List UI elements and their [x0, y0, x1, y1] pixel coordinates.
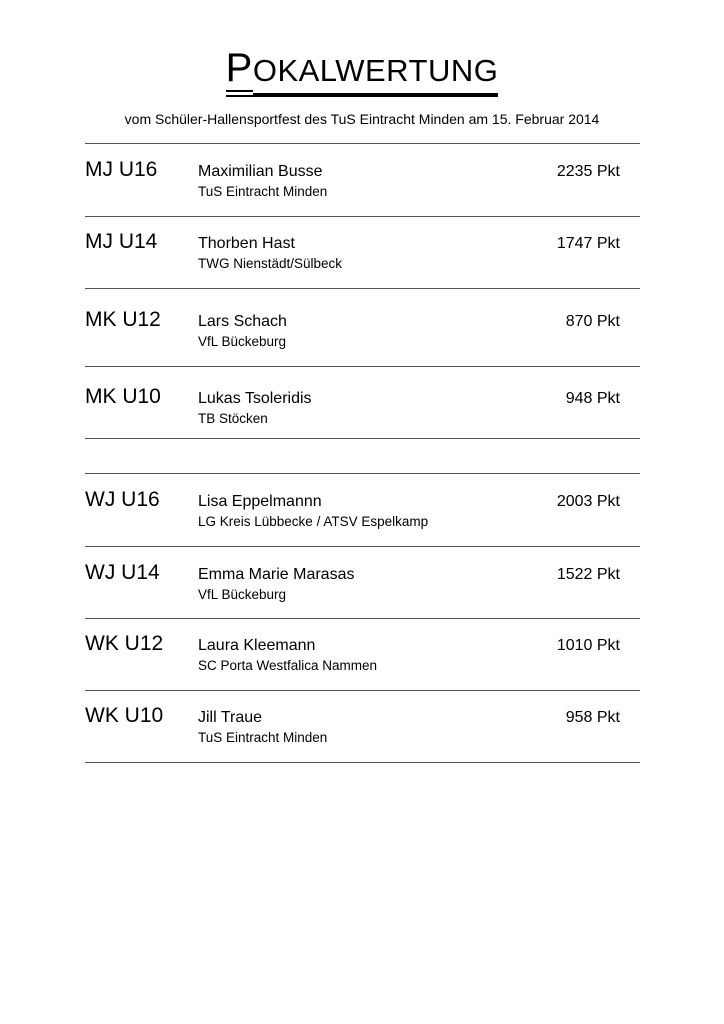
- points-value: 1010 Pkt: [556, 637, 620, 654]
- category-label: MK U10: [85, 385, 161, 408]
- club-name: TuS Eintracht Minden: [198, 184, 328, 199]
- list-item: [85, 158, 640, 230]
- category-label: MJ U14: [85, 230, 158, 253]
- list-item: [85, 704, 640, 776]
- page-title: [0, 44, 724, 97]
- points-value: 2003 Pkt: [556, 493, 620, 510]
- points-value: 2235 Pkt: [556, 163, 620, 180]
- points-value: 948 Pkt: [565, 390, 620, 407]
- points-value: 958 Pkt: [565, 709, 620, 726]
- club-name: SC Porta Westfalica Nammen: [198, 658, 378, 673]
- category-label: MK U12: [85, 308, 161, 331]
- club-name: LG Kreis Lübbecke / ATSV Espelkamp: [198, 514, 429, 529]
- athlete-name: Lukas Tsoleridis: [198, 390, 312, 407]
- athlete-name: Lars Schach: [198, 313, 287, 330]
- divider-section-start: [85, 473, 640, 474]
- athlete-name: Maximilian Busse: [198, 163, 323, 180]
- category-label: WK U10: [85, 704, 164, 727]
- divider-top: [85, 143, 640, 144]
- club-name: TuS Eintracht Minden: [198, 730, 328, 745]
- category-label: WK U12: [85, 632, 164, 655]
- athlete-name: Thorben Hast: [198, 235, 295, 252]
- athlete-name: Laura Kleemann: [198, 637, 316, 654]
- athlete-name: Lisa Eppelmannn: [198, 493, 322, 510]
- club-name: VfL Bückeburg: [198, 587, 287, 602]
- athlete-name: Emma Marie Marasas: [198, 566, 355, 583]
- athlete-name: Jill Traue: [198, 709, 263, 726]
- club-name: VfL Bückeburg: [198, 334, 287, 349]
- list-item: [85, 488, 640, 560]
- list-item: [85, 561, 640, 633]
- category-label: MJ U16: [85, 158, 158, 181]
- club-name: TWG Nienstädt/Sülbeck: [198, 256, 343, 271]
- page-title-underlined: [226, 46, 499, 97]
- points-value: 870 Pkt: [565, 313, 620, 330]
- list-item: [85, 308, 640, 380]
- page-subtitle: vom Schüler-Hallensportfest des TuS Eintracht Minden am 15. Februar 2014: [124, 111, 600, 127]
- list-item: [85, 385, 640, 457]
- club-name: TB Stöcken: [198, 411, 268, 426]
- list-item: [85, 230, 640, 302]
- points-value: 1522 Pkt: [556, 566, 620, 583]
- page-title-initial: P: [225, 46, 253, 90]
- points-value: 1747 Pkt: [556, 235, 620, 252]
- list-item: [85, 632, 640, 704]
- page-title-rest: OKALWERTUNG: [253, 49, 499, 95]
- category-label: WJ U16: [85, 488, 160, 511]
- category-label: WJ U14: [85, 561, 160, 584]
